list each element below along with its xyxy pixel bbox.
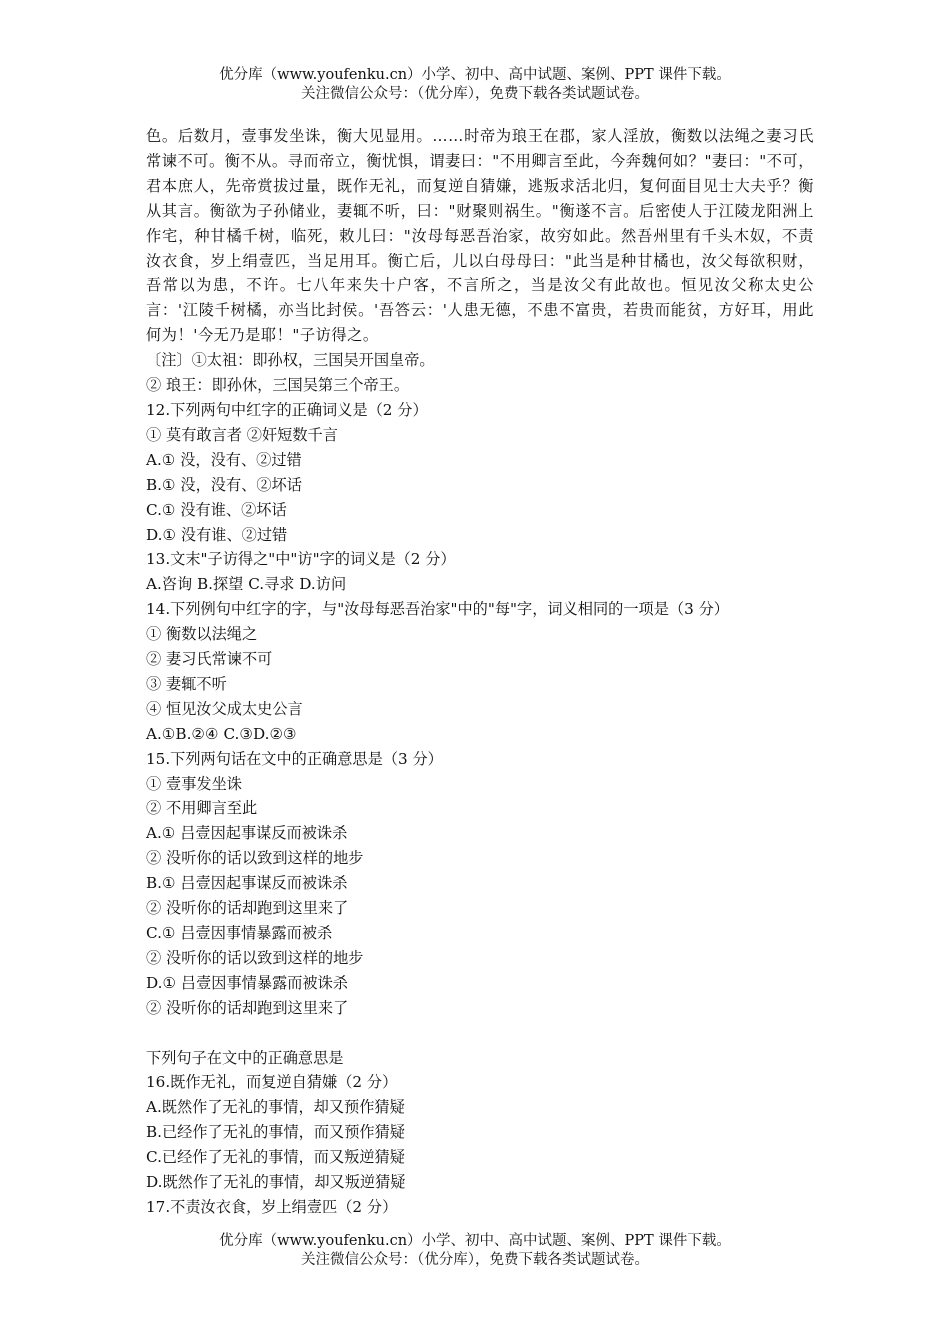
question-line: B.① 没，没有、②坏话 [146,475,302,494]
question-line: ② 妻习氏常谏不可 [146,650,273,669]
question-line: ③ 妻辄不听 [146,674,227,693]
question-line: ① 衡数以法绳之 [146,625,258,644]
question-line: ② 没听你的话以致到这样的地步 [146,948,364,967]
header-line-2: 关注微信公众号：（优分库），免费下载各类试题试卷。 [301,86,649,102]
question-line: ② 没听你的话以致到这样的地步 [146,849,364,868]
question-line: ① 壹事发坐诛 [146,774,242,793]
page-header [0,66,950,104]
note-item: 〔注〕①太祖：即孙权，三国吴开国皇帝。 [146,351,435,370]
question-line: B.已经作了无礼的事情，而又预作猜疑 [146,1123,405,1142]
question-line: C.① 没有谁、②坏话 [146,500,287,519]
question-line: A.咨询 B.探望 C.寻求 D.访问 [146,575,347,594]
question-line: 16.既作无礼，而复逆自猜嫌（2 分） [146,1073,398,1092]
note-item: ② 琅王：即孙休，三国吴第三个帝王。 [146,376,410,395]
question-line: ② 没听你的话却跑到这里来了 [146,998,349,1017]
question-line: 13.文末"子访得之"中"访"字的词义是（2 分） [146,550,456,569]
question-line: 14.下列例句中红字的字，与"汝母每恶吾治家"中的"每"字，词义相同的一项是（3 分） [146,600,729,619]
question-line: 12.下列两句中红字的正确词义是（2 分） [146,400,428,419]
blank-line [146,1021,814,1046]
question-line: 下列句子在文中的正确意思是 [146,1048,344,1067]
questions-section-a [146,398,814,1021]
question-line: ② 没听你的话却跑到这里来了 [146,899,349,918]
question-line: A.①B.②④ C.③D.②③ [146,724,297,743]
document-body [146,124,814,1220]
header-line-1: 优分库（www.youfenku.cn）小学、初中、高中试题、案例、PPT 课件下载。 [219,67,731,83]
footer-line-1: 优分库（www.youfenku.cn）小学、初中、高中试题、案例、PPT 课件下载。 [219,1233,731,1249]
question-line: ④ 恒见汝父成太史公言 [146,699,303,718]
questions-section-b [146,1046,814,1220]
page-footer [0,1232,950,1270]
question-line: ② 不用卿言至此 [146,799,258,818]
question-line: C.① 吕壹因事情暴露而被杀 [146,924,333,942]
question-line: ① 莫有敢言者 ②奸短数千言 [146,425,338,444]
question-line: D.既然作了无礼的事情，却又叛逆猜疑 [146,1173,406,1192]
question-line: A.既然作了无礼的事情，却又预作猜疑 [146,1098,405,1117]
passage [146,124,814,348]
question-line: A.① 没，没有、②过错 [146,450,302,469]
question-line: D.① 吕壹因事情暴露而被诛杀 [146,973,348,992]
question-line: B.① 吕壹因起事谋反而被诛杀 [146,874,348,893]
footer-line-2: 关注微信公众号：（优分库），免费下载各类试题试卷。 [301,1252,649,1268]
notes [146,348,814,398]
question-line: 15.下列两句话在文中的正确意思是（3 分） [146,749,443,768]
question-line: A.① 吕壹因起事谋反而被诛杀 [146,824,348,843]
passage-text: 色。后数月，壹事发坐诛，衡大见显用。……时帝为琅王在郡，家人淫放，衡数以法绳之妻习氏常谏不可。衡不从。寻而帝立，衡忧惧，谓妻曰："不用卿言至此，今奔魏何如？"妻曰："不可，君本庶人，先帝赏拔过量，既作无礼，而复逆自猜嫌，逃叛求活北归，复何面目见士大夫乎？衡从其言。衡欲为子孙储业，妻辄不听，曰："财聚则祸生。"衡遂不言。后密使人于江陵龙阳洲上作宅，种甘橘千树，临死，敕儿曰："汝母每恶吾治家，故穷如此。然吾州里有千头木奴，不责汝衣食，岁上绢壹匹，当足用耳。衡亡后，儿以白母母曰："此当是种甘橘也，汝父每欲积财，吾常以为患，不许。七八年来失十户客，不言所之，当是汝父有此故也。恒见汝父称太史公言：'江陵千树橘，亦当比封侯。'吾答云：'人患无德，不患不富贵，若贵而能贫，方好耳，用此何为！'今无乃是耶！"子访得之。 [146,127,814,345]
question-line: 17.不责汝衣食，岁上绢壹匹（2 分） [146,1197,398,1216]
question-line: D.① 没有谁、②过错 [146,525,288,544]
question-line: C.已经作了无礼的事情，而又叛逆猜疑 [146,1148,405,1167]
